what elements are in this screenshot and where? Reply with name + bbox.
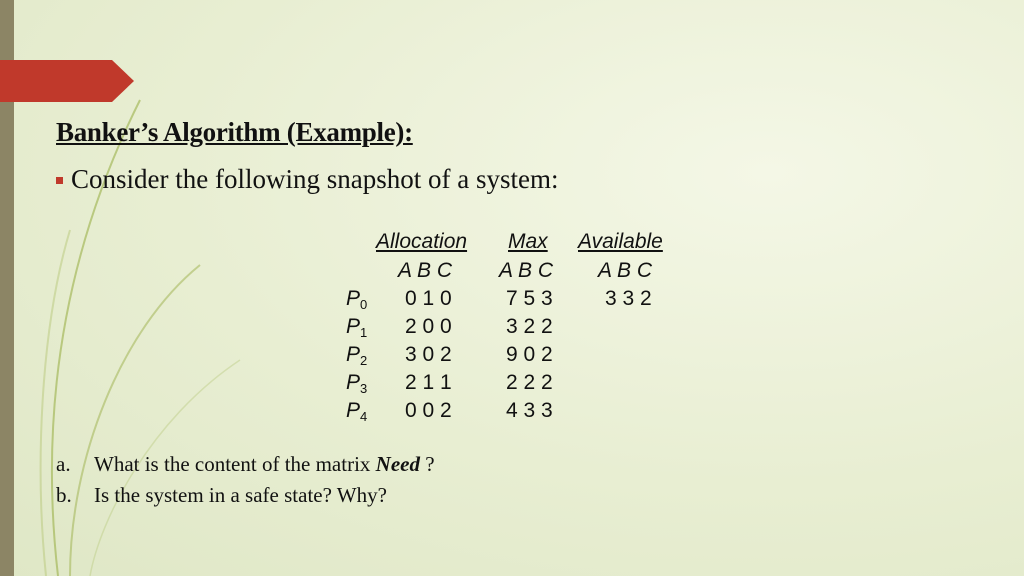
bullet-text: Consider the following snapshot of a system: xyxy=(71,164,559,194)
allocation-cell: 0 0 2 xyxy=(405,399,452,422)
process-label: $P_4$ xyxy=(346,399,368,424)
header-available: Available xyxy=(578,230,663,253)
subheader-available: A B C xyxy=(598,259,653,282)
process-label: $P_0$ xyxy=(346,287,368,312)
header-max: Max xyxy=(508,230,548,253)
allocation-cell: 2 0 0 xyxy=(405,315,452,338)
square-bullet-icon xyxy=(56,177,63,184)
process-label: $P_3$ xyxy=(346,371,368,396)
question-b-label: b. xyxy=(56,483,72,507)
allocation-cell: 3 0 2 xyxy=(405,343,452,366)
question-a-label: a. xyxy=(56,452,71,476)
subheader-max: A B C xyxy=(499,259,554,282)
subheader-allocation: A B C xyxy=(398,259,453,282)
bullet-item xyxy=(56,164,558,195)
allocation-cell: 2 1 1 xyxy=(405,371,452,394)
max-cell: 2 2 2 xyxy=(506,371,553,394)
available-cell: 3 3 2 xyxy=(605,287,652,310)
question-a-suffix: ? xyxy=(419,452,435,476)
process-label: $P_1$ xyxy=(346,315,368,340)
max-cell: 9 0 2 xyxy=(506,343,553,366)
header-allocation: Allocation xyxy=(376,230,468,253)
question-a-text: What is the content of the matrix xyxy=(94,452,371,476)
question-a-emphasis: Need xyxy=(375,452,420,476)
allocation-cell: 0 1 0 xyxy=(405,287,452,310)
max-cell: 4 3 3 xyxy=(506,399,553,422)
question-b xyxy=(56,483,387,508)
slide-title: Banker’s Algorithm (Example): xyxy=(56,117,413,147)
process-label: $P_2$ xyxy=(346,343,368,368)
question-b-text: Is the system in a safe state? Why? xyxy=(94,483,387,507)
max-cell: 7 5 3 xyxy=(506,287,553,310)
question-a xyxy=(56,452,435,477)
max-cell: 3 2 2 xyxy=(506,315,553,338)
